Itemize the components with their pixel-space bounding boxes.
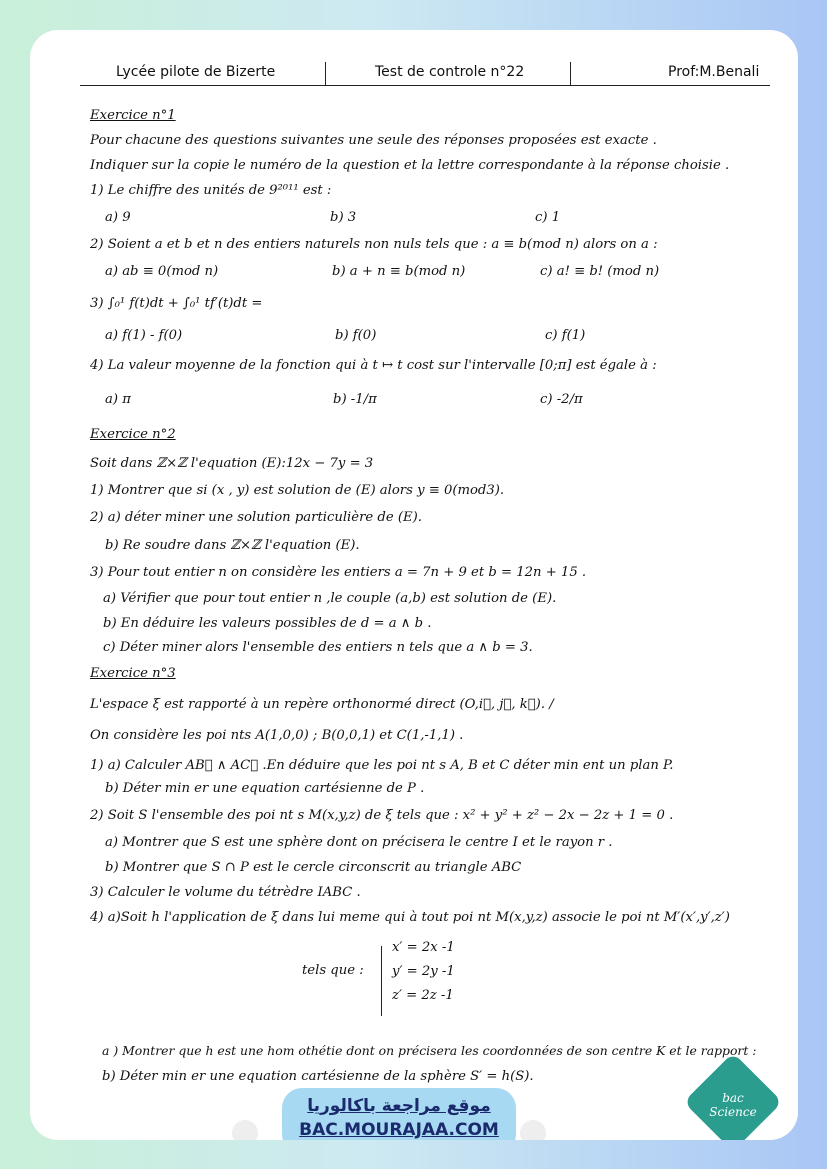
school-name: Lycée pilote de Bizerte [116,64,276,80]
ex1-q2-a: a) ab ≡ 0(mod n) [105,264,219,279]
site-banner[interactable] [282,1088,516,1140]
ex1-q2-b: b) a + n ≡ b(mod n) [332,264,466,279]
ex3-line-9: 4) a)Soit h l'application de ξ dans lui meme qui à tout poi nt M(x,y,z) associe le poi nt M′(x′,y′,z′) [90,910,730,925]
ex2-line-7: b) En déduire les valeurs possibles de d = a ∧ b . [103,616,432,631]
system-eq-1: x′ = 2x -1 [392,940,455,955]
system-brace [381,946,388,1016]
ex3-line-10: a ) Montrer que h est une hom othétie dont on précisera les coordonnées de son centre K et le rapport : [102,1043,757,1058]
ex3-line-4: b) Déter min er une equation cartésienne de P . [105,781,425,796]
ex1-intro-2: Indiquer sur la copie le numéro de la question et la lettre correspondante à la réponse choisie . [90,158,730,173]
ex1-q2-c: c) a! ≡ b! (mod n) [540,264,660,279]
ex2-line-8: c) Déter miner alors l'ensemble des entiers n tels que a ∧ b = 3. [103,640,533,655]
exercise-3-title: Exercice n°3 [90,666,176,681]
ex1-q1-a: a) 9 [105,210,131,225]
book-icon [232,1120,258,1140]
ex3-tels-que: tels que : [302,963,364,978]
system-eq-2: y′ = 2y -1 [392,964,455,979]
ex1-question-3: 3) ∫₀¹ f(t)dt + ∫₀¹ tf′(t)dt = [90,296,263,311]
ex3-line-2: On considère les poi nts A(1,0,0) ; B(0,0,1) et C(1,-1,1) . [90,728,464,743]
ex1-q1-b: b) 3 [330,210,357,225]
ex1-q3-b: b) f(0) [335,328,377,343]
ex2-line-2: 1) Montrer que si (x , y) est solution de (E) alors y ≡ 0(mod3). [90,483,505,498]
exercise-1-title: Exercice n°1 [90,108,176,123]
test-title: Test de controle n°22 [375,64,525,80]
ex1-q1-c: c) 1 [535,210,561,225]
ex1-q3-c: c) f(1) [545,328,586,343]
book-icon [520,1120,546,1140]
exam-page [30,30,798,1140]
ex1-q4-c: c) -2/π [540,392,583,407]
ex3-line-7: b) Montrer que S ∩ P est le cercle circonscrit au triangle ABC [105,860,522,875]
system-eq-3: z′ = 2z -1 [392,988,454,1003]
ex1-question-1: 1) Le chiffre des unités de 9²⁰¹¹ est : [90,183,332,198]
ex1-question-4: 4) La valeur moyenne de la fonction qui à t ↦ t cost sur l'intervalle [0;π] est égale à : [90,358,657,373]
ex2-line-1: Soit dans ℤ×ℤ l'equation (E):12x − 7y = 3 [90,456,374,471]
exercise-2-title: Exercice n°2 [90,427,176,442]
ex2-line-5: 3) Pour tout entier n on considère les entiers a = 7n + 9 et b = 12n + 15 . [90,565,587,580]
ex3-line-1: L'espace ξ est rapporté à un repère orthonormé direct (O,i⃗, j⃗, k⃗). / [90,697,554,712]
ex3-line-11: b) Déter min er une equation cartésienne de la sphère S′ = h(S). [102,1069,534,1084]
site-name-arabic: موقع مراجعة باكالوريا [307,1096,491,1116]
ex2-line-4: b) Re soudre dans ℤ×ℤ l'equation (E). [105,538,360,553]
ex1-q4-b: b) -1/π [333,392,377,407]
teacher-name: Prof:M.Benali [668,64,760,80]
ex2-line-3: 2) a) déter miner une solution particulière de (E). [90,510,422,525]
ex1-question-2: 2) Soient a et b et n des entiers naturels non nuls tels que : a ≡ b(mod n) alors on a : [90,237,658,252]
exam-header [80,58,770,88]
ex1-q3-a: a) f(1) - f(0) [105,328,183,343]
logo-text: bac Science [709,1091,757,1119]
ex3-line-5: 2) Soit S l'ensemble des poi nt s M(x,y,z) de ξ tels que : x² + y² + z² − 2x − 2z + 1 = 0 . [90,808,674,823]
ex1-intro-1: Pour chacune des questions suivantes une seule des réponses proposées est exacte . [90,133,657,148]
ex3-line-8: 3) Calculer le volume du tétrèdre IABC . [90,885,361,900]
ex1-q4-a: a) π [105,392,131,407]
ex3-line-6: a) Montrer que S est une sphère dont on précisera le centre I et le rayon r . [105,835,613,850]
ex2-line-6: a) Vérifier que pour tout entier n ,le couple (a,b) est solution de (E). [103,591,557,606]
ex3-line-3: 1) a) Calculer AB⃗ ∧ AC⃗ .En déduire que les poi nt s A, B et C déter min ent un plan P. [90,758,674,773]
site-url[interactable]: BAC.MOURAJAA.COM [299,1120,499,1140]
